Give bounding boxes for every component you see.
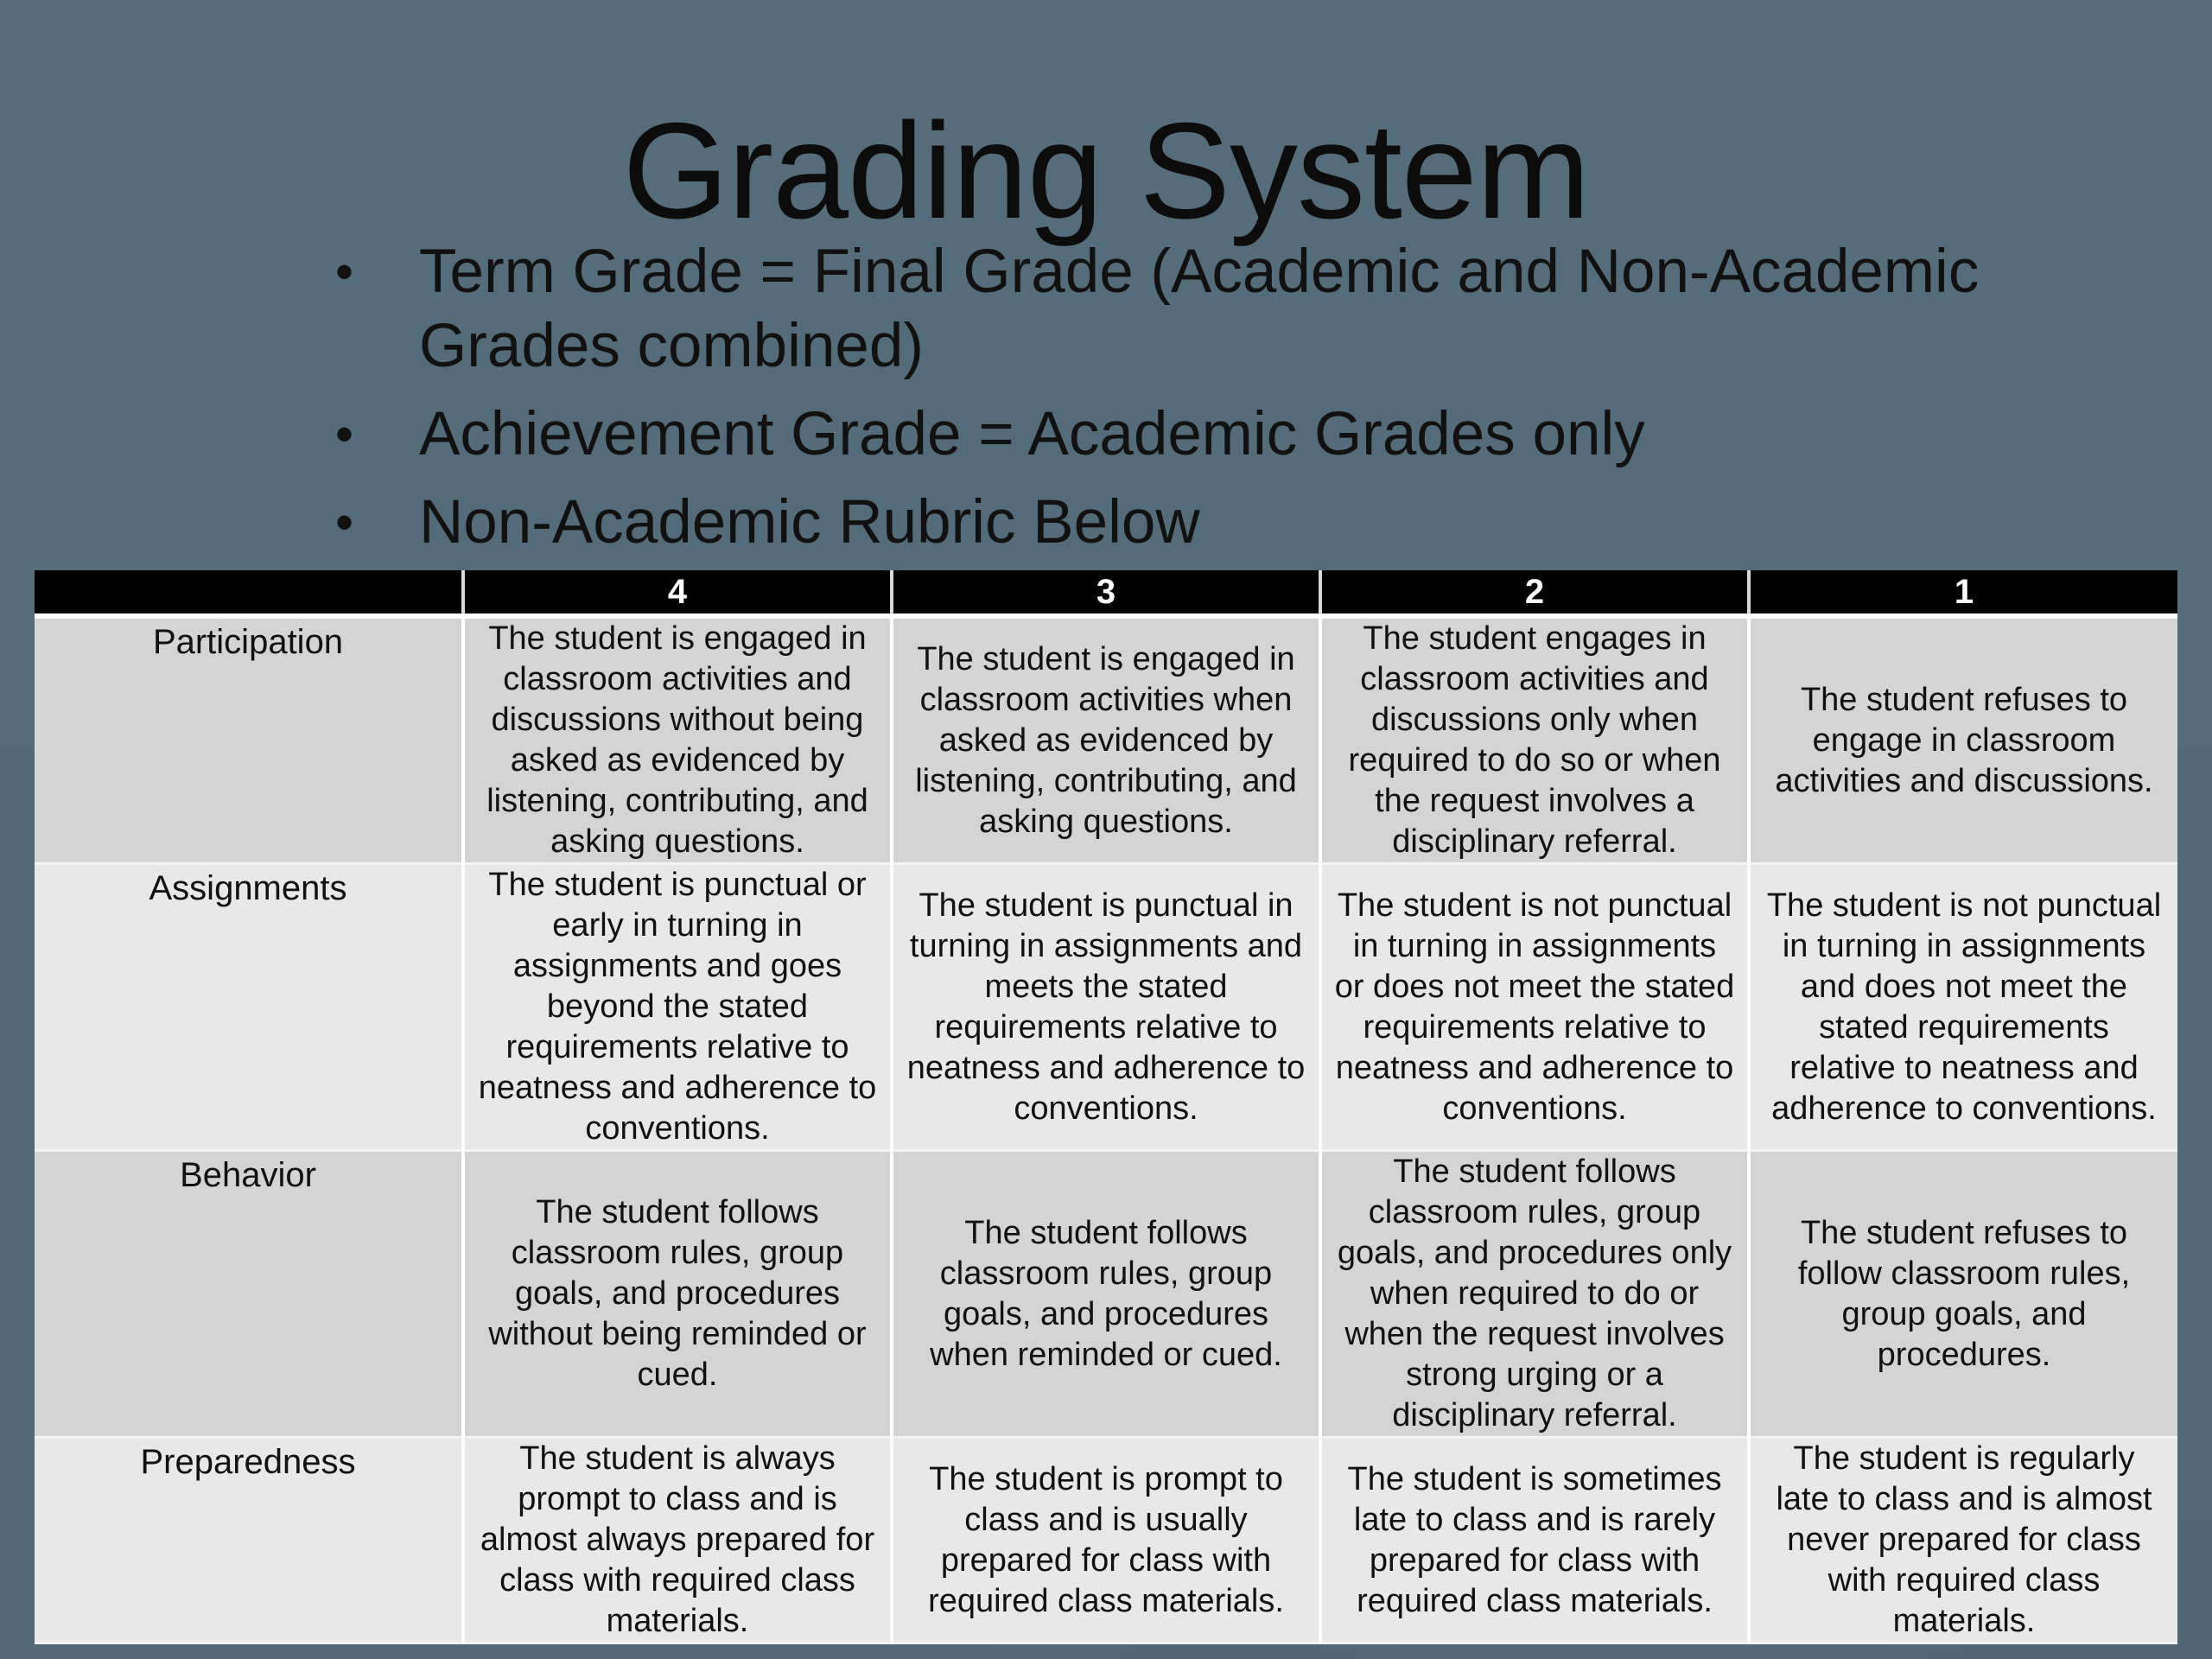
- rubric-cell: The student is sometimes late to class and is rarely prepared for class with required class materials.: [1320, 1438, 1749, 1643]
- rubric-category: Assignments: [35, 864, 463, 1151]
- bullet-dot-icon: •: [335, 405, 354, 463]
- rubric-cell: The student is always prompt to class and is almost always prepared for class with required class materials.: [463, 1438, 892, 1643]
- rubric-cell: The student refuses to engage in classroom activities and discussions.: [1749, 616, 2177, 864]
- bullet-text: Term Grade = Final Grade (Academic and Non-Academic Grades combined): [419, 238, 1980, 380]
- rubric-category: Participation: [35, 616, 463, 864]
- bullet-list: [320, 235, 2039, 574]
- rubric-header-category: [35, 570, 463, 616]
- rubric-header-score-1: 1: [1749, 570, 2177, 616]
- rubric-row-participation: [35, 616, 2177, 864]
- rubric-cell: The student follows classroom rules, group goals, and procedures when reminded or cued.: [892, 1151, 1320, 1438]
- rubric-table: [35, 570, 2177, 1644]
- rubric-cell: The student is engaged in classroom activities when asked as evidenced by listening, contributing, and asking questions.: [892, 616, 1320, 864]
- bullet-dot-icon: •: [335, 493, 354, 551]
- slide-title: Grading System: [622, 95, 1590, 247]
- rubric-cell: The student is engaged in classroom activities and discussions without being asked as evidenced by listening, contributing, and asking questions.: [463, 616, 892, 864]
- rubric-cell: The student follows classroom rules, group goals, and procedures without being reminded or cued.: [463, 1151, 892, 1438]
- rubric-cell: The student is not punctual in turning in assignments or does not meet the stated requirements relative to neatness and adherence to conventions.: [1320, 864, 1749, 1151]
- rubric-header-score-2: 2: [1320, 570, 1749, 616]
- bullet-dot-icon: •: [335, 243, 354, 301]
- rubric-cell: The student refuses to follow classroom rules, group goals, and procedures.: [1749, 1151, 2177, 1438]
- rubric-row-behavior: [35, 1151, 2177, 1438]
- rubric-header-score-3: 3: [892, 570, 1320, 616]
- rubric-row-preparedness: [35, 1438, 2177, 1643]
- bullet-text: Non-Academic Rubric Below: [419, 488, 1200, 556]
- bullet-text: Achievement Grade = Academic Grades only: [419, 400, 1645, 468]
- bullet-item: [320, 486, 2039, 560]
- rubric-header-row: [35, 570, 2177, 616]
- rubric-cell: The student is regularly late to class and is almost never prepared for class with required class materials.: [1749, 1438, 2177, 1643]
- rubric-row-assignments: [35, 864, 2177, 1151]
- bullet-item: [320, 397, 2039, 472]
- rubric-category: Preparedness: [35, 1438, 463, 1643]
- rubric-cell: The student is punctual or early in turning in assignments and goes beyond the stated requirements relative to neatness and adherence to conventions.: [463, 864, 892, 1151]
- rubric-category: Behavior: [35, 1151, 463, 1438]
- rubric-cell: The student is punctual in turning in assignments and meets the stated requirements relative to neatness and adherence to conventions.: [892, 864, 1320, 1151]
- rubric-header-score-4: 4: [463, 570, 892, 616]
- rubric-cell: The student follows classroom rules, group goals, and procedures only when required to do or when the request involves strong urging or a disciplinary referral.: [1320, 1151, 1749, 1438]
- rubric-cell: The student is prompt to class and is usually prepared for class with required class materials.: [892, 1438, 1320, 1643]
- bullet-item: [320, 235, 2039, 384]
- rubric-cell: The student is not punctual in turning in assignments and does not meet the stated requirements relative to neatness and adherence to conventions.: [1749, 864, 2177, 1151]
- rubric-cell: The student engages in classroom activities and discussions only when required to do so or when the request involves a disciplinary referral.: [1320, 616, 1749, 864]
